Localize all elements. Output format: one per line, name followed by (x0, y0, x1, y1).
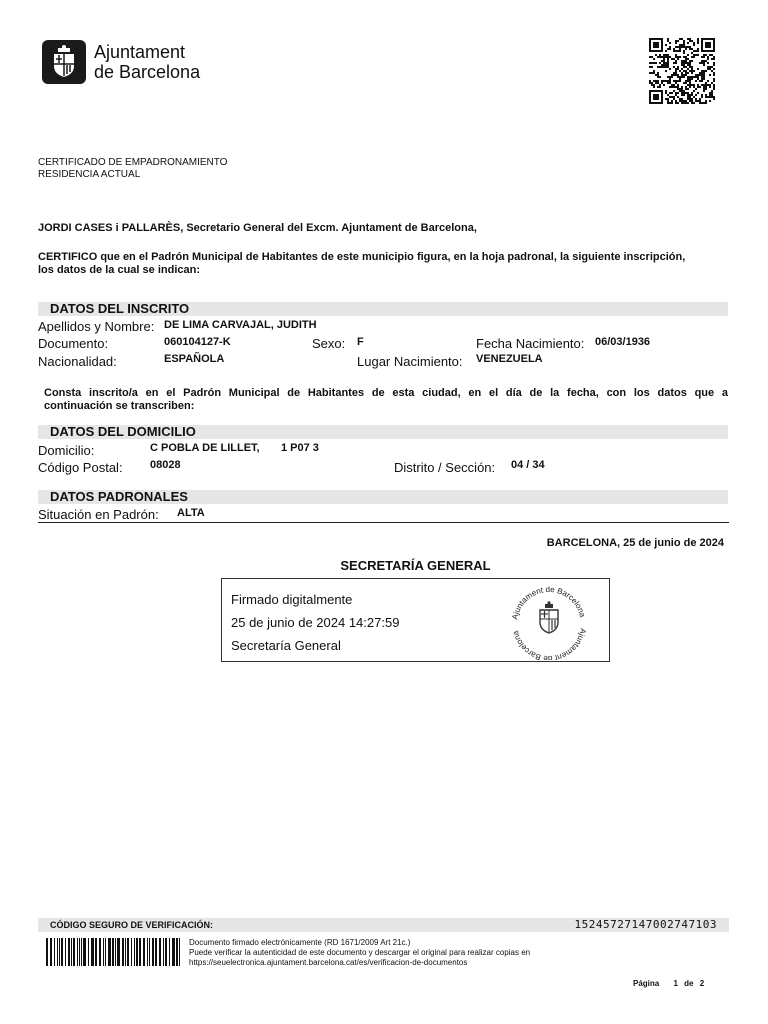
sex-label: Sexo: (312, 336, 346, 351)
signature-line2: 25 de junio de 2024 14:27:59 (231, 615, 400, 630)
org-name-line2: de Barcelona (94, 62, 201, 82)
date-place: BARCELONA, 25 de junio de 2024 (546, 537, 724, 549)
signature-line3: Secretaría General (231, 638, 341, 653)
address-label: Domicilio: (38, 443, 95, 458)
status-value: ALTA (177, 507, 205, 519)
barcode-icon (46, 938, 180, 966)
barcelona-seal-icon (507, 584, 591, 660)
section-inscrito (38, 302, 728, 316)
verification-code-band (38, 918, 729, 932)
page-label: Página (633, 979, 660, 988)
document-value: 060104127-K (164, 336, 231, 348)
certifico-line1: CERTIFICO que en el Padrón Municipal de Habitantes de este municipio figura, en la hoja padronal, la siguiente inscripción, (38, 251, 686, 263)
sex-value: F (357, 336, 364, 348)
divider-line (38, 522, 729, 523)
page-indicator (633, 979, 704, 989)
csv-value: 15245727147002747103 (574, 918, 717, 931)
name-label: Apellidos y Nombre: (38, 319, 155, 334)
verification-note-line1: Documento firmado electrónicamente (RD 1671/2009 Art 21c.) (189, 938, 411, 947)
birth-date-value: 06/03/1936 (595, 336, 651, 348)
postal-code-value: 08028 (150, 459, 181, 471)
org-name-line1: Ajuntament (94, 42, 186, 62)
status-label: Situación en Padrón: (38, 507, 159, 522)
section-inscrito-title: DATOS DEL INSCRITO (50, 301, 190, 316)
name-value: DE LIMA CARVAJAL, JUDITH (164, 319, 317, 331)
birth-date-label: Fecha Nacimiento: (476, 336, 585, 351)
section-domicilio-title: DATOS DEL DOMICILIO (50, 424, 196, 439)
district-value: 04 / 34 (511, 459, 545, 471)
section-domicilio (38, 425, 728, 439)
page-total: 2 (699, 979, 705, 988)
document-label: Documento: (38, 336, 109, 351)
consta-line1: Consta inscrito/a en el Padrón Municipal de Habitantes de esta ciudad, en el día de la fecha, con los datos que a (44, 387, 728, 399)
secretaria-heading: SECRETARÍA GENERAL (340, 558, 491, 573)
document-title-line2: RESIDENCIA ACTUAL (38, 169, 141, 180)
qr-code-icon (649, 38, 715, 104)
certifico-line2: los datos de la cual se indican: (38, 264, 200, 276)
birth-place-label: Lugar Nacimiento: (357, 354, 463, 369)
verification-url[interactable]: https://seuelectronica.ajuntament.barcelona.cat/es/verificacion-de-documentos (189, 958, 468, 967)
signature-line1: Firmado digitalmente (231, 592, 353, 607)
nationality-value: ESPAÑOLA (164, 353, 225, 365)
svg-text:Ajuntament de Barcelona: Ajuntament de Barcelona (510, 584, 588, 621)
section-padronales (38, 490, 728, 504)
address-value-2: 1 P07 3 (281, 442, 319, 454)
digital-signature-box (221, 578, 610, 662)
ajuntament-logo-icon (42, 40, 86, 84)
csv-label: CÓDIGO SEGURO DE VERIFICACIÓN: (50, 920, 214, 930)
section-padronales-title: DATOS PADRONALES (50, 489, 188, 504)
birth-place-value: VENEZUELA (476, 353, 543, 365)
page-of: de (684, 979, 694, 988)
consta-text (44, 387, 728, 413)
verification-note-line2: Puede verificar la autenticidad de este documento y descargar el original para realizar copias en (189, 948, 531, 957)
district-label: Distrito / Sección: (394, 460, 496, 475)
verification-note (189, 938, 530, 968)
nationality-label: Nacionalidad: (38, 354, 117, 369)
intro-text: JORDI CASES i PALLARÈS, Secretario General del Excm. Ajuntament de Barcelona, (38, 222, 477, 234)
document-title-line1: CERTIFICADO DE EMPADRONAMIENTO (38, 157, 228, 168)
svg-text:Ajuntament de Barcelona: Ajuntament de Barcelona (510, 627, 588, 660)
address-value: C POBLA DE LILLET, (150, 442, 260, 454)
certifico-text (38, 251, 728, 277)
document-title (38, 157, 227, 181)
postal-code-label: Código Postal: (38, 460, 123, 475)
consta-line2: continuación se transcriben: (44, 400, 195, 412)
page-number: 1 (673, 979, 678, 988)
org-name (94, 42, 200, 82)
